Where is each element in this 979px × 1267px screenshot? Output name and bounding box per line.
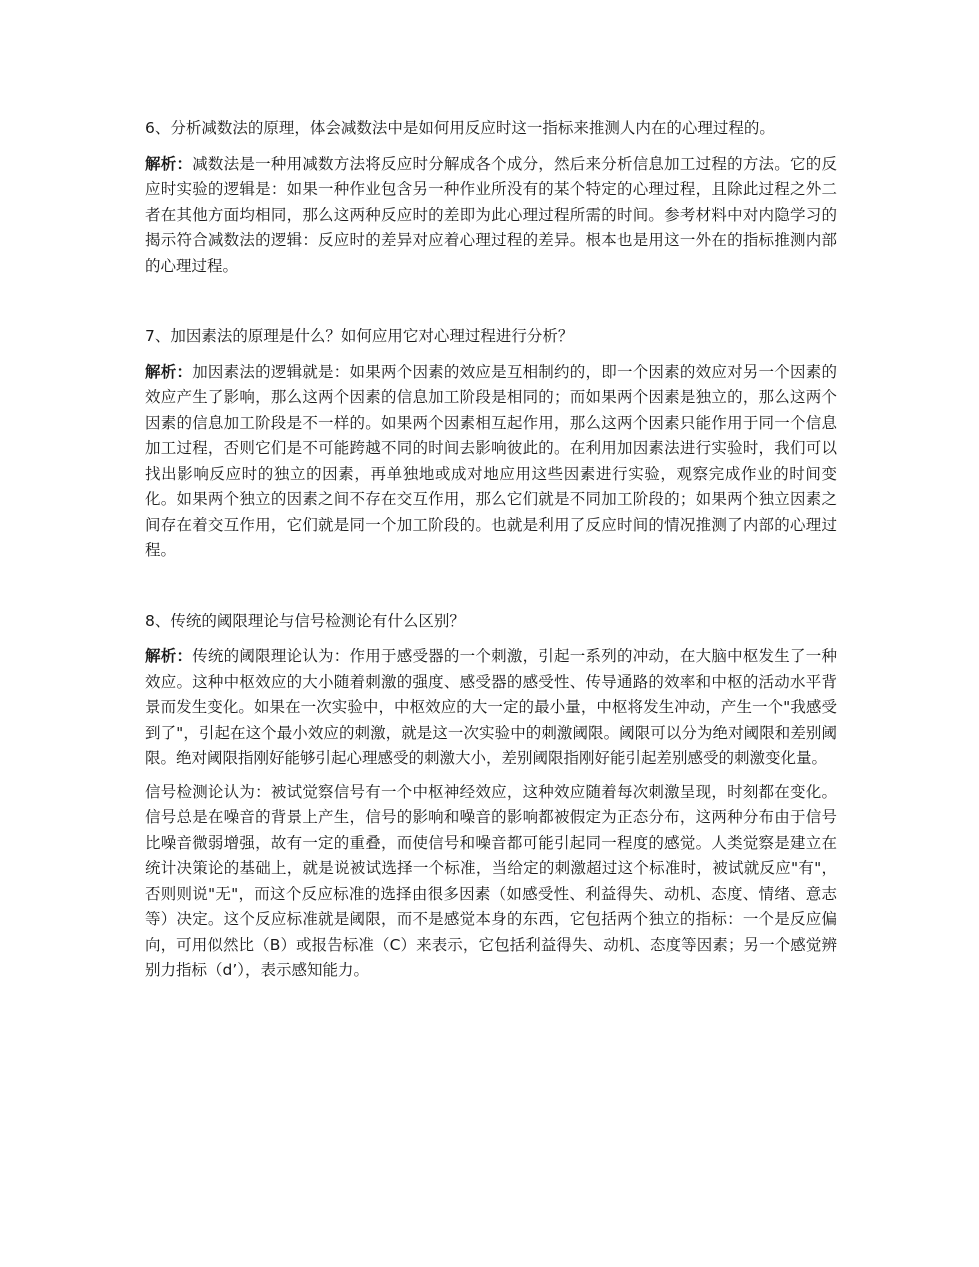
- answer-text: 加因素法的逻辑就是：如果两个因素的效应是互相制约的，即一个因素的效应对另一个因素的效应产生了影响，那么这两个因素的信息加工阶段是相同的；而如果两个因素是独立的，那么这两个因素的信息加工阶段是不一样的。如果两个因素相互起作用，那么这两个因素只能作用于同一个信息加工过程，否则它们是不可能跨越不同的时间去影响彼此的。在利用加因素法进行实验时，我们可以找出影响反应时的独立的因素，再单独地或成对地应用这些因素进行实验，观察完成作业的时间变化。如果两个独立的因素之间不存在交互作用，那么它们就是不同加工阶段的；如果两个独立因素之间存在着交互作用，它们就是同一个加工阶段的。也就是利用了反应时间的情况推测了内部的心理过程。: [145, 362, 837, 559]
- answer-label: 解析：: [145, 154, 193, 173]
- answer-text: 减数法是一种用减数方法将反应时分解成各个成分，然后来分析信息加工过程的方法。它的反应时实验的逻辑是：如果一种作业包含另一种作业所没有的某个特定的心理过程，且除此过程之外二者在其他方面均相同，那么这两种反应时的差即为此心理过程所需的时间。参考材料中对内隐学习的揭示符合减数法的逻辑：反应时的差异对应着心理过程的差异。根本也是用这一外在的指标推测内部的心理过程。: [145, 154, 837, 275]
- question-text: 7、加因素法的原理是什么？如何应用它对心理过程进行分析？: [145, 327, 574, 345]
- question-text: 8、传统的阈限理论与信号检测论有什么区别？: [145, 611, 465, 630]
- question-text: 6、分析减数法的原理，体会减数法中是如何用反应时这一指标来推测人内在的心理过程的。: [145, 119, 775, 137]
- answer-label: 解析：: [145, 362, 193, 381]
- question-section-6: [145, 116, 837, 279]
- question-section-8: [145, 609, 837, 984]
- answer-continuation-paragraph: 信号检测论认为：被试觉察信号有一个中枢神经效应，这种效应随着每次刺激呈现，时刻都在变化。信号总是在噪音的背景上产生，信号的影响和噪音的影响都被假定为正态分布，这两种分布由于信号比噪音微弱增强，故有一定的重叠，而使信号和噪音都可能引起同一程度的感觉。人类觉察是建立在统计决策论的基础上，就是说被试选择一个标准，当给定的刺激超过这个标准时，被试就反应"有"，否则则说"无"，而这个反应标准的选择由很多因素（如感受性、利益得失、动机、态度、情绪、意志等）决定。这个反应标准就是阈限，而不是感觉本身的东西，它包括两个独立的指标：一个是反应偏向，可用似然比（B）或报告标准（C）来表示，它包括利益得失、动机、态度等因素；另一个感觉辨别力指标（d’），表示感知能力。: [145, 782, 837, 979]
- answer-paragraph: [145, 644, 837, 772]
- answer-text: 传统的阈限理论认为：作用于感受器的一个刺激，引起一系列的冲动，在大脑中枢发生了一种效应。这种中枢效应的大小随着刺激的强度、感受器的感受性、传导通路的效率和中枢的活动水平背景而发生变化。如果在一次实验中，中枢效应的大一定的最小量，中枢将发生冲动，产生一个"我感受到了"，引起在这个最小效应的刺激，就是这一次实验中的刺激阈限。阈限可以分为绝对阈限和差别阈限。绝对阈限指刚好能够引起心理感受的刺激大小，差别阈限指刚好能引起差别感受的刺激变化量。: [145, 647, 837, 767]
- answer-label: 解析：: [145, 647, 193, 665]
- answer-paragraph: [145, 152, 837, 280]
- question-section-7: [145, 324, 837, 564]
- document-content: [145, 116, 837, 992]
- answer-paragraph: [145, 360, 837, 564]
